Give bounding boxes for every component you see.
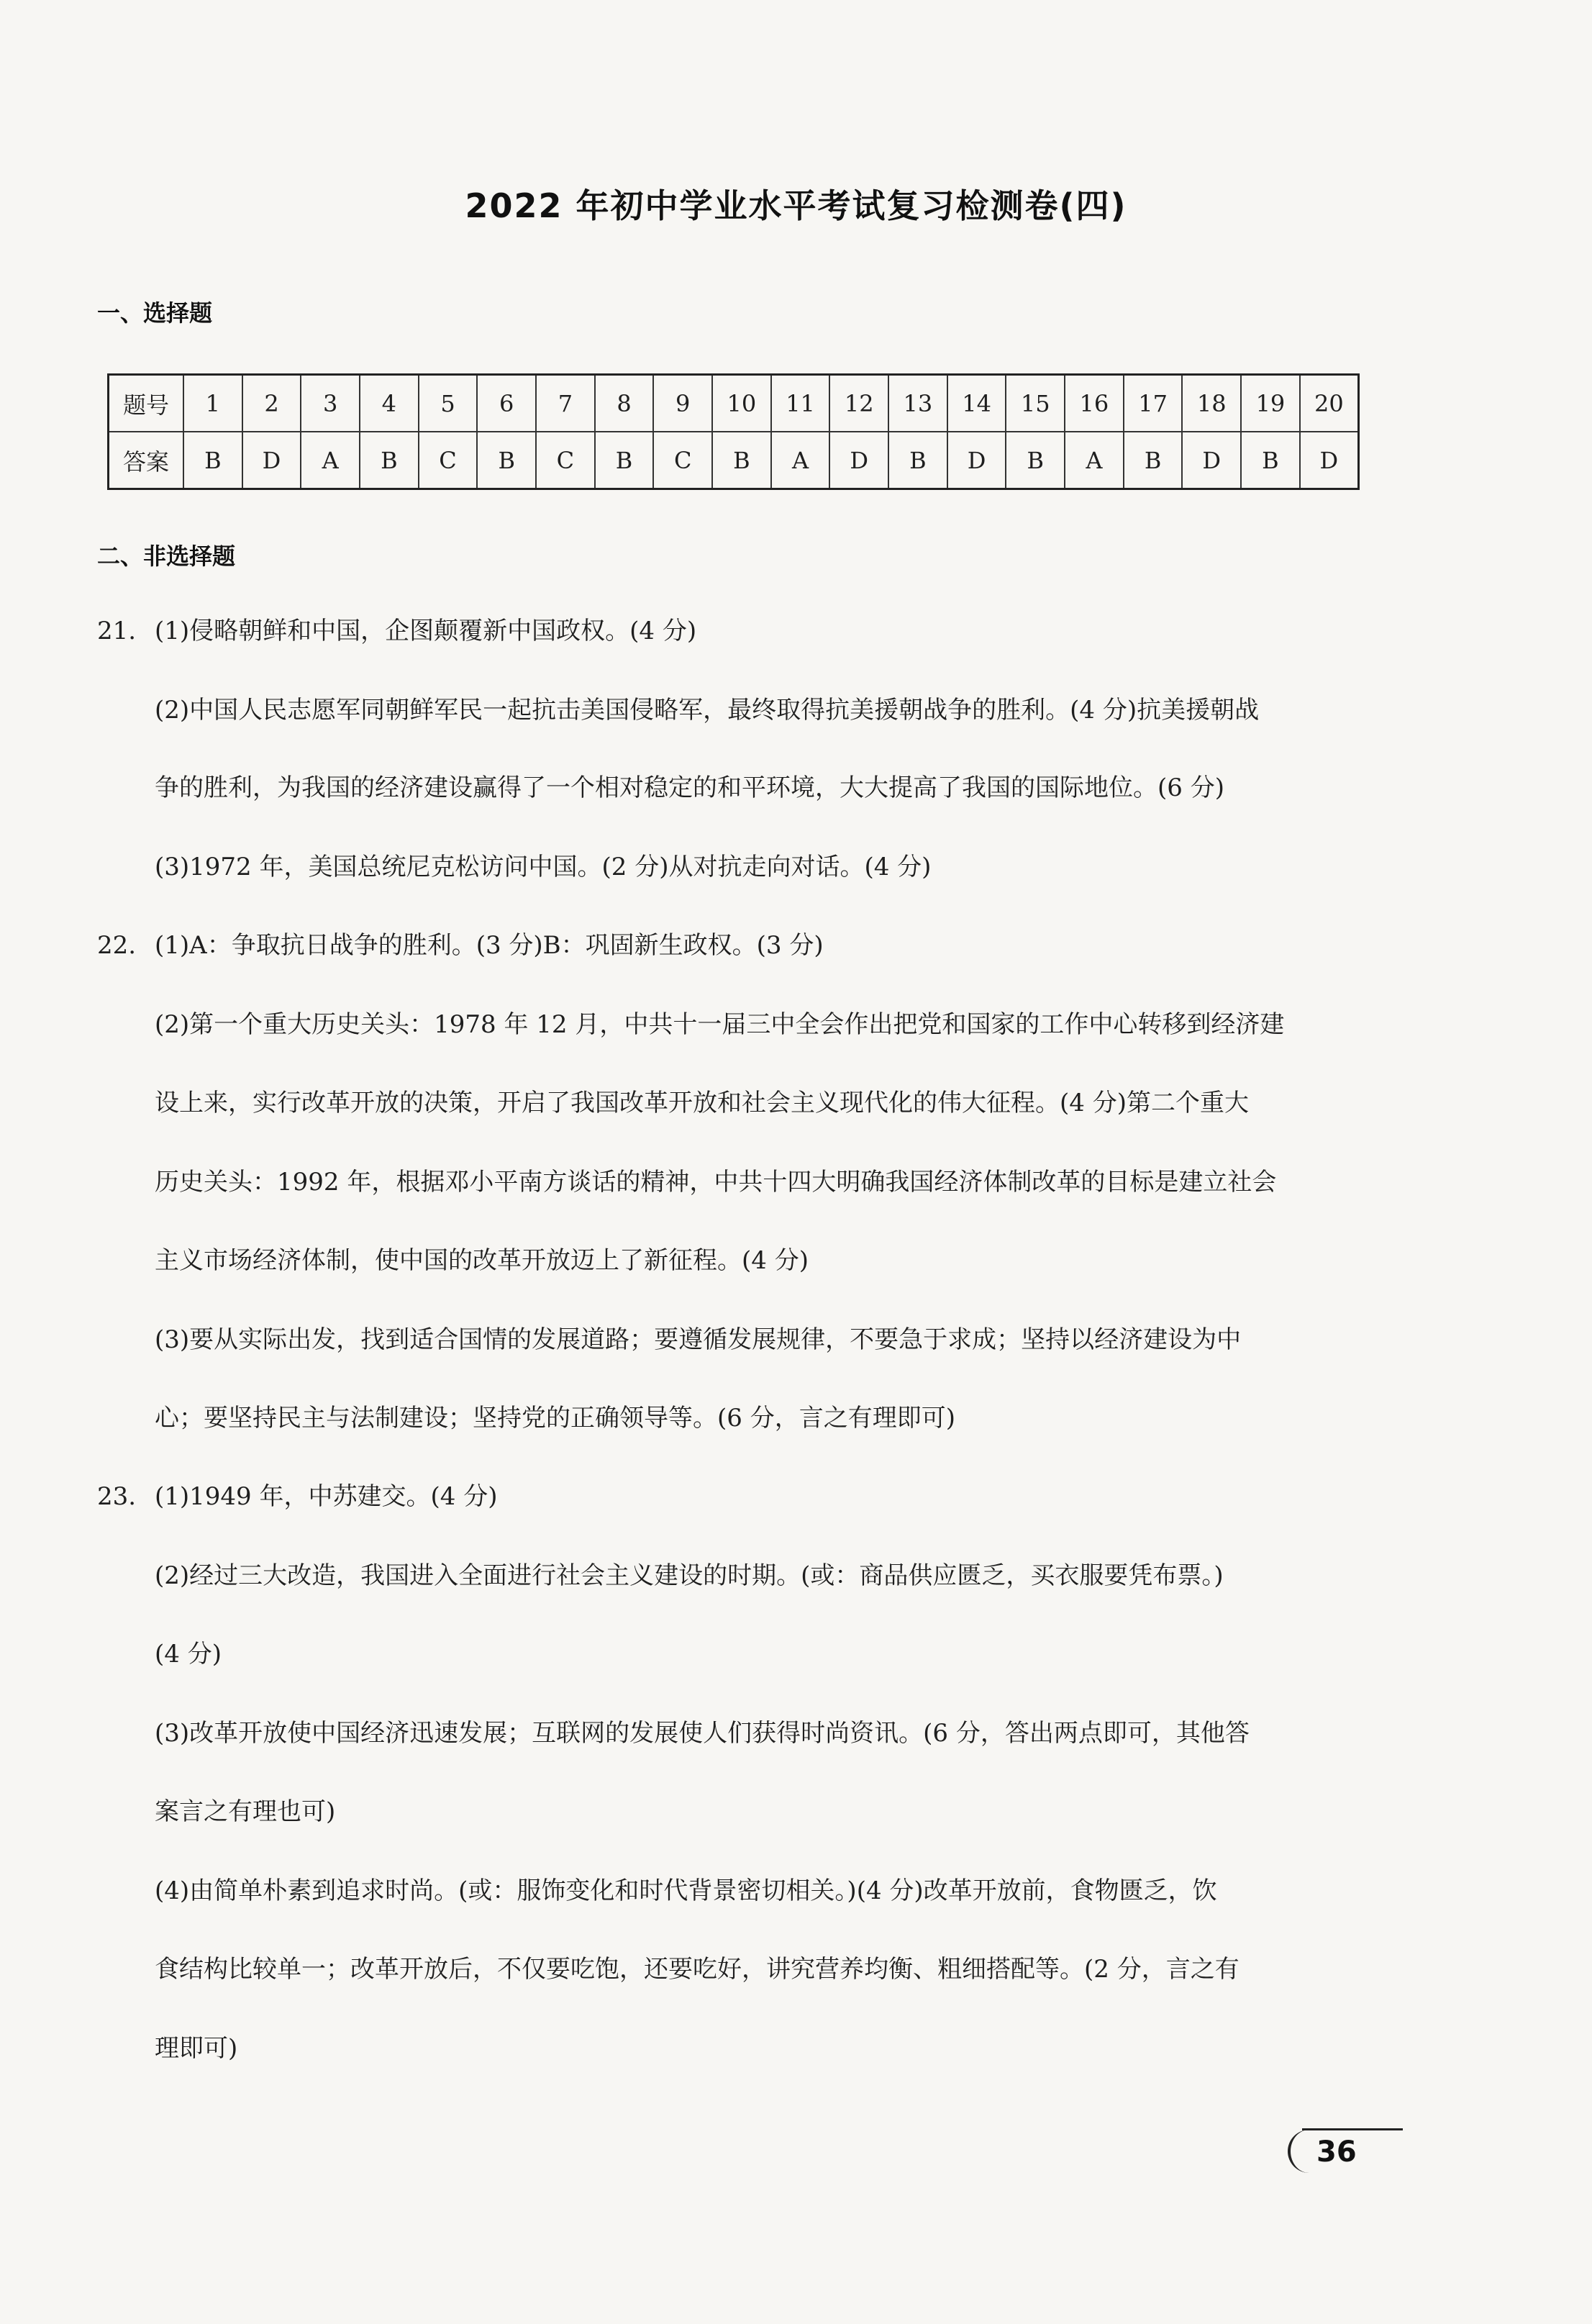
q22-part-1: (1)A：争取抗日战争的胜利。(3 分)B：巩固新生政权。(3 分) bbox=[155, 931, 824, 960]
q22-line-7: 心；要坚持民主与法制建设；坚持党的正确领导等。(6 分，言之有理即可) bbox=[155, 1404, 955, 1433]
table-cell-answer: B bbox=[888, 432, 947, 489]
table-cell-number: 14 bbox=[947, 375, 1006, 432]
table-cell-answer: D bbox=[242, 432, 301, 489]
q23-line-3: (4 分) bbox=[155, 1640, 222, 1669]
q22-line-4: 历史关头：1992 年，根据邓小平南方谈话的精神，中共十四大明确我国经济体制改革的目标是建立社会 bbox=[155, 1168, 1277, 1197]
table-cell-answer: D bbox=[829, 432, 888, 489]
table-cell-answer: B bbox=[712, 432, 771, 489]
page-number: 36 bbox=[1316, 2135, 1357, 2169]
table-cell-number: 17 bbox=[1124, 375, 1183, 432]
page-number-bracket bbox=[1288, 2130, 1319, 2173]
table-cell-answer: A bbox=[771, 432, 830, 489]
table-cell-number: 4 bbox=[360, 375, 419, 432]
q22-number: 22. bbox=[97, 931, 137, 960]
table-cell-answer: B bbox=[1241, 432, 1300, 489]
table-cell-number: 13 bbox=[888, 375, 947, 432]
table-cell-answer: A bbox=[301, 432, 360, 489]
q21-line-2: (2)中国人民志愿军同朝鲜军民一起抗击美国侵略军，最终取得抗美援朝战争的胜利。(4 分)抗美援朝战 bbox=[155, 696, 1260, 725]
table-cell-answer: B bbox=[595, 432, 654, 489]
q21-line-3: 争的胜利，为我国的经济建设赢得了一个相对稳定的和平环境，大大提高了我国的国际地位。(6 分) bbox=[155, 773, 1224, 802]
q21-part-1: (1)侵略朝鲜和中国，企图颠覆新中国政权。(4 分) bbox=[155, 617, 697, 645]
table-cell-answer: D bbox=[947, 432, 1006, 489]
q21-line-1 bbox=[97, 615, 696, 647]
table-cell-number: 1 bbox=[183, 375, 242, 432]
table-cell-answer: B bbox=[1006, 432, 1065, 489]
q22-line-2: (2)第一个重大历史关头：1978 年 12 月，中共十一届三中全会作出把党和国家的工作中心转移到经济建 bbox=[155, 1010, 1285, 1039]
q23-part-1: (1)1949 年，中苏建交。(4 分) bbox=[155, 1482, 498, 1511]
table-cell-number: 5 bbox=[419, 375, 478, 432]
table-cell-answer: B bbox=[360, 432, 419, 489]
q23-line-1 bbox=[97, 1481, 497, 1512]
table-cell-number: 8 bbox=[595, 375, 654, 432]
table-cell-answer: C bbox=[536, 432, 595, 489]
table-cell-number: 19 bbox=[1241, 375, 1300, 432]
answer-table bbox=[107, 373, 1360, 490]
table-row-answers bbox=[109, 432, 1359, 489]
q22-line-5: 主义市场经济体制，使中国的改革开放迈上了新征程。(4 分) bbox=[155, 1246, 809, 1275]
q23-line-4: (3)改革开放使中国经济迅速发展；互联网的发展使人们获得时尚资讯。(6 分，答出两点即可，其他答 bbox=[155, 1719, 1250, 1748]
table-cell-number: 16 bbox=[1065, 375, 1124, 432]
q23-line-7: 食结构比较单一；改革开放后，不仅要吃饱，还要吃好，讲究营养均衡、粗细搭配等。(2 分，言之有 bbox=[155, 1955, 1240, 1984]
table-cell-number: 11 bbox=[771, 375, 830, 432]
row-label-answers: 答案 bbox=[109, 432, 184, 489]
table-cell-number: 15 bbox=[1006, 375, 1065, 432]
q21-number: 21. bbox=[97, 617, 137, 645]
table-cell-number: 2 bbox=[242, 375, 301, 432]
q21-line-4: (3)1972 年，美国总统尼克松访问中国。(2 分)从对抗走向对话。(4 分) bbox=[155, 853, 932, 881]
section-heading-nonchoice: 二、非选择题 bbox=[97, 543, 236, 570]
table-cell-answer: B bbox=[1124, 432, 1183, 489]
table-row-numbers bbox=[109, 375, 1359, 432]
table-cell-number: 7 bbox=[536, 375, 595, 432]
table-cell-answer: B bbox=[183, 432, 242, 489]
row-label-numbers: 题号 bbox=[109, 375, 184, 432]
table-cell-number: 18 bbox=[1182, 375, 1241, 432]
q23-line-2: (2)经过三大改造，我国进入全面进行社会主义建设的时期。(或：商品供应匮乏，买衣服要凭布票。) bbox=[155, 1561, 1224, 1590]
q22-line-3: 设上来，实行改革开放的决策，开启了我国改革开放和社会主义现代化的伟大征程。(4 分)第二个重大 bbox=[155, 1089, 1249, 1117]
table-cell-answer: D bbox=[1300, 432, 1359, 489]
table-cell-number: 10 bbox=[712, 375, 771, 432]
table-cell-number: 9 bbox=[653, 375, 712, 432]
section-heading-choice: 一、选择题 bbox=[97, 299, 213, 327]
table-cell-number: 6 bbox=[477, 375, 536, 432]
table-cell-number: 12 bbox=[829, 375, 888, 432]
q23-number: 23. bbox=[97, 1482, 137, 1511]
table-cell-answer: A bbox=[1065, 432, 1124, 489]
page-title: 2022 年初中学业水平考试复习检测卷(四) bbox=[465, 186, 1127, 225]
table-cell-answer: C bbox=[419, 432, 478, 489]
table-cell-number: 20 bbox=[1300, 375, 1359, 432]
q22-line-1 bbox=[97, 930, 824, 961]
table-cell-answer: D bbox=[1182, 432, 1241, 489]
q22-line-6: (3)要从实际出发，找到适合国情的发展道路；要遵循发展规律，不要急于求成；坚持以经济建设为中 bbox=[155, 1325, 1242, 1354]
q23-line-8: 理即可) bbox=[155, 2034, 238, 2063]
table-cell-answer: C bbox=[653, 432, 712, 489]
q23-line-5: 案言之有理也可) bbox=[155, 1797, 336, 1826]
table-cell-answer: B bbox=[477, 432, 536, 489]
q23-line-6: (4)由简单朴素到追求时尚。(或：服饰变化和时代背景密切相关。)(4 分)改革开放前，食物匮乏，饮 bbox=[155, 1876, 1217, 1905]
table-cell-number: 3 bbox=[301, 375, 360, 432]
